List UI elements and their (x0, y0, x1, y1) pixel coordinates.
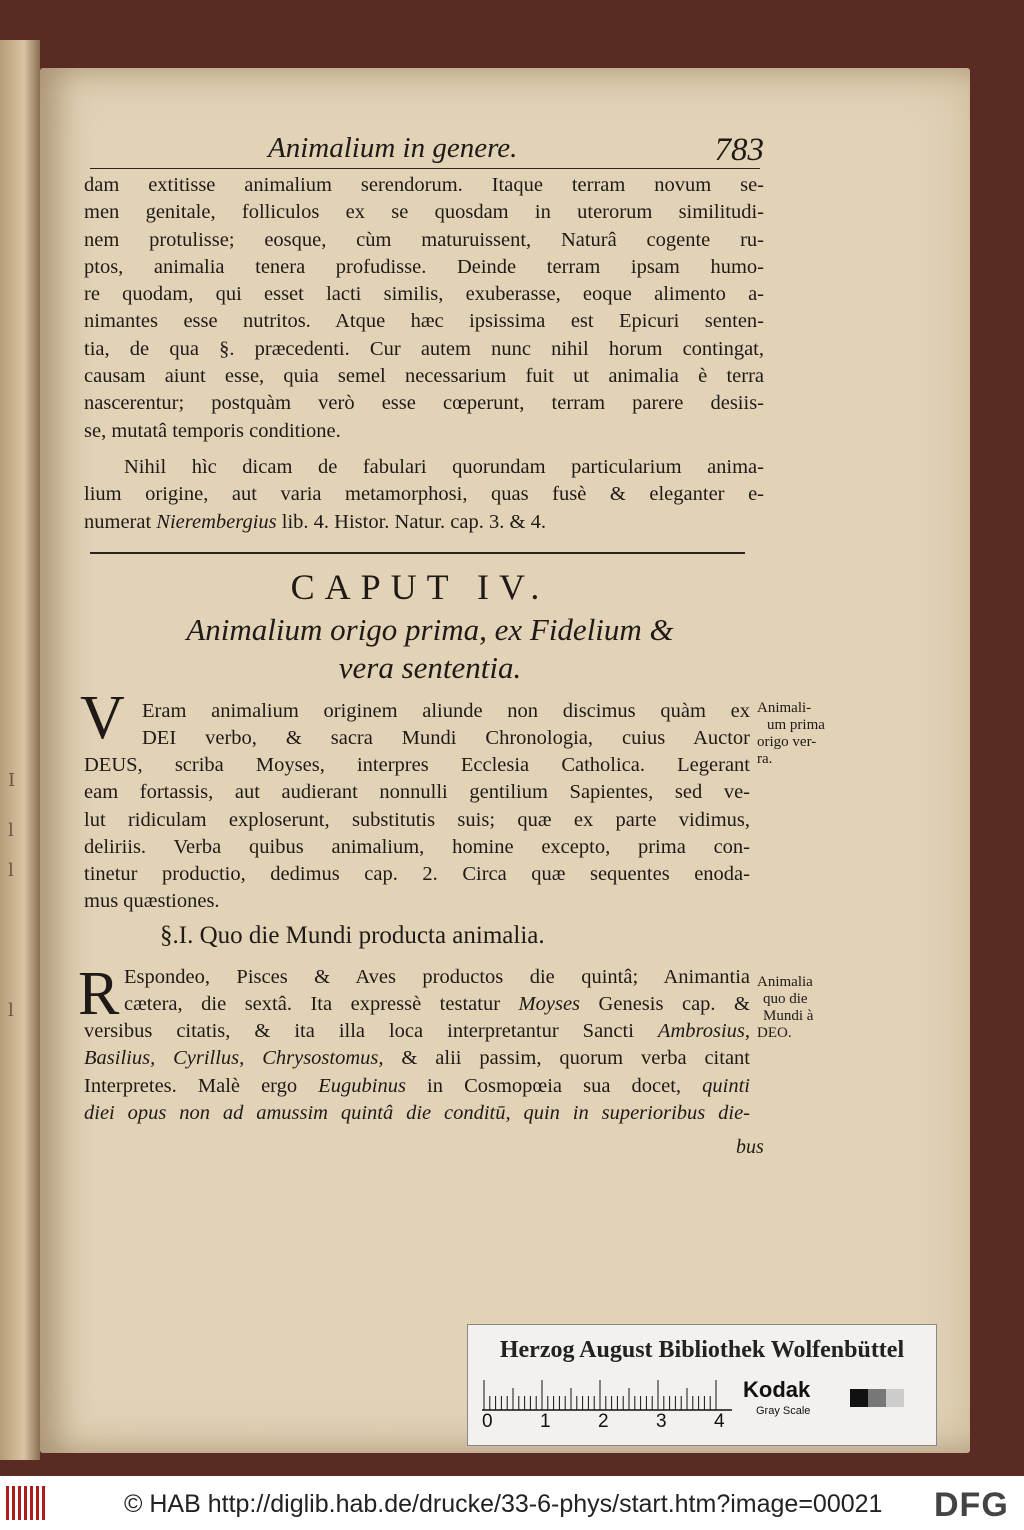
ruler-scale (482, 1375, 732, 1411)
text-line: Interpretes. Malè ergo Eugubinus in Cosmopœia sua docet, quinti (84, 1074, 750, 1097)
paragraph-1 (84, 172, 764, 445)
text-line: nascerentur; postquàm verò esse cœperunt, terram parere desiis- (84, 392, 764, 415)
drop-cap: V (80, 684, 125, 752)
text-line: deliriis. Verba quibus animalium, homine excepto, prima con- (84, 835, 750, 858)
author-name: Eugubinus (318, 1074, 406, 1097)
chapter-heading: CAPUT IV. (290, 567, 550, 607)
text-line: lium origine, aut varia metamorphosi, quas fusè & eleganter e- (84, 483, 764, 506)
text-line: Nihil hìc dicam de fabulari quorundam particularium anima- (124, 456, 764, 478)
source-link[interactable]: © HAB http://diglib.hab.de/drucke/33-6-phys/start.htm?image=00021 (124, 1490, 883, 1518)
text-line: causam aiunt esse, quia semel necessarium fuit ut animalia è terra (84, 365, 764, 388)
text-line: Eram animalium originem aliunde non discimus quàm ex (142, 700, 750, 722)
paragraph-3 (84, 752, 750, 916)
author-name: Basilius, Cyrillus, Chrysostomus, (84, 1047, 384, 1070)
text-line: mus quæstiones. (84, 890, 220, 913)
author-name: Nierembergius (156, 510, 277, 533)
paragraph-2 (84, 454, 764, 536)
section-heading: §.I. Quo die Mundi producta animalia. (160, 922, 545, 949)
paragraph-3-head (142, 698, 750, 753)
dfg-logo: DFG (934, 1486, 1009, 1524)
chapter-subtitle: Animalium origo prima, ex Fidelium & (186, 612, 674, 647)
author-name: Ambrosius, (657, 1020, 750, 1042)
text-line: diei opus non ad amussim quintâ die conditū, quin in superioribus die- (84, 1101, 750, 1124)
chapter-subtitle: vera sententia. (338, 650, 522, 685)
text-line: Espondeo, Pisces & Aves productos die quintâ; Animantia (124, 966, 750, 988)
text-line: nimantes esse nutritos. Atque hæc ipsissima est Epicuri senten- (84, 310, 764, 333)
text-line: nem protulisse; eosque, cùm maturuissent, Naturâ cogente ru- (84, 228, 764, 251)
hab-logo-icon (6, 1486, 50, 1520)
facing-page-edge (0, 40, 40, 1460)
text-line: lut ridiculam exploserunt, substitutis suis; quæ ex parte vidimus, (84, 808, 750, 831)
drop-cap: R (78, 960, 120, 1028)
text-line: cætera, die sextâ. Ita expressè testatur Moyses Genesis cap. & (124, 993, 750, 1016)
text-line: ptos, animalia tenera profudisse. Deinde terram ipsam humo- (84, 255, 764, 278)
margin-note: Animali- um prima origo ver- ra. (757, 700, 825, 767)
author-name: Moyses (518, 993, 581, 1016)
gray-swatch (850, 1389, 868, 1407)
facing-page-fragment: l (8, 1000, 14, 1021)
facing-page-fragment: I (8, 770, 16, 791)
text-line: re quodam, qui esset lacti similis, exuberasse, eoque alimento a- (84, 283, 764, 306)
text-line: Basilius, Cyrillus, Chrysostomus, & alii passim, quorum verba citant (84, 1047, 750, 1070)
text-line: DEUS, scriba Moyses, interpres Ecclesia Catholica. Legerant (84, 754, 750, 776)
gray-swatch (868, 1389, 886, 1407)
text-line: tia, de qua §. præcedenti. Cur autem nunc nihil horum contingat, (84, 337, 764, 360)
text-line: eam fortassis, aut audierant nonnulli gentilium Sapientes, sed ve- (84, 781, 750, 804)
gray-swatch (886, 1389, 904, 1407)
text-line: numerat Nierembergius lib. 4. Histor. Natur. cap. 3. & 4. (84, 510, 546, 533)
running-head (90, 132, 764, 169)
margin-note: Animalia quo die Mundi à DEO. (757, 974, 814, 1041)
facing-page-fragment: l (8, 820, 14, 841)
gray-scale-label: Gray Scale (756, 1405, 811, 1417)
text-line: tinetur productio, dedimus cap. 2. Circa quæ sequentes enoda- (84, 863, 750, 886)
page-number: 783 (714, 132, 764, 168)
catchword: bus (736, 1136, 764, 1158)
paragraph-4-head (124, 964, 750, 1019)
footer-bar (0, 1476, 1024, 1530)
library-name: Herzog August Bibliothek Wolfenbüttel (499, 1337, 905, 1363)
library-color-scale-stamp: Herzog August Bibliothek Wolfenbüttel 0 1 2 3 4 Kodak Gray Scale (467, 1324, 937, 1446)
text-line: se, mutatâ temporis conditione. (84, 419, 341, 442)
section-rule (90, 552, 745, 554)
text-line: dam extitisse animalium serendorum. Itaque terram novum se- (84, 174, 764, 196)
paragraph-4 (84, 1018, 750, 1127)
text-line: men genitale, folliculos ex se quosdam in uterorum similitudi- (84, 201, 764, 224)
kodak-logo: Kodak (743, 1377, 811, 1402)
facing-page-fragment: l (8, 860, 14, 881)
text-line: versibus citatis, & ita illa loca interpretantur Sancti Ambrosius, (84, 1020, 750, 1042)
text-line: DEI verbo, & sacra Mundi Chronologia, cuius Auctor (142, 727, 750, 750)
running-head-title: Animalium in genere. (268, 132, 518, 164)
